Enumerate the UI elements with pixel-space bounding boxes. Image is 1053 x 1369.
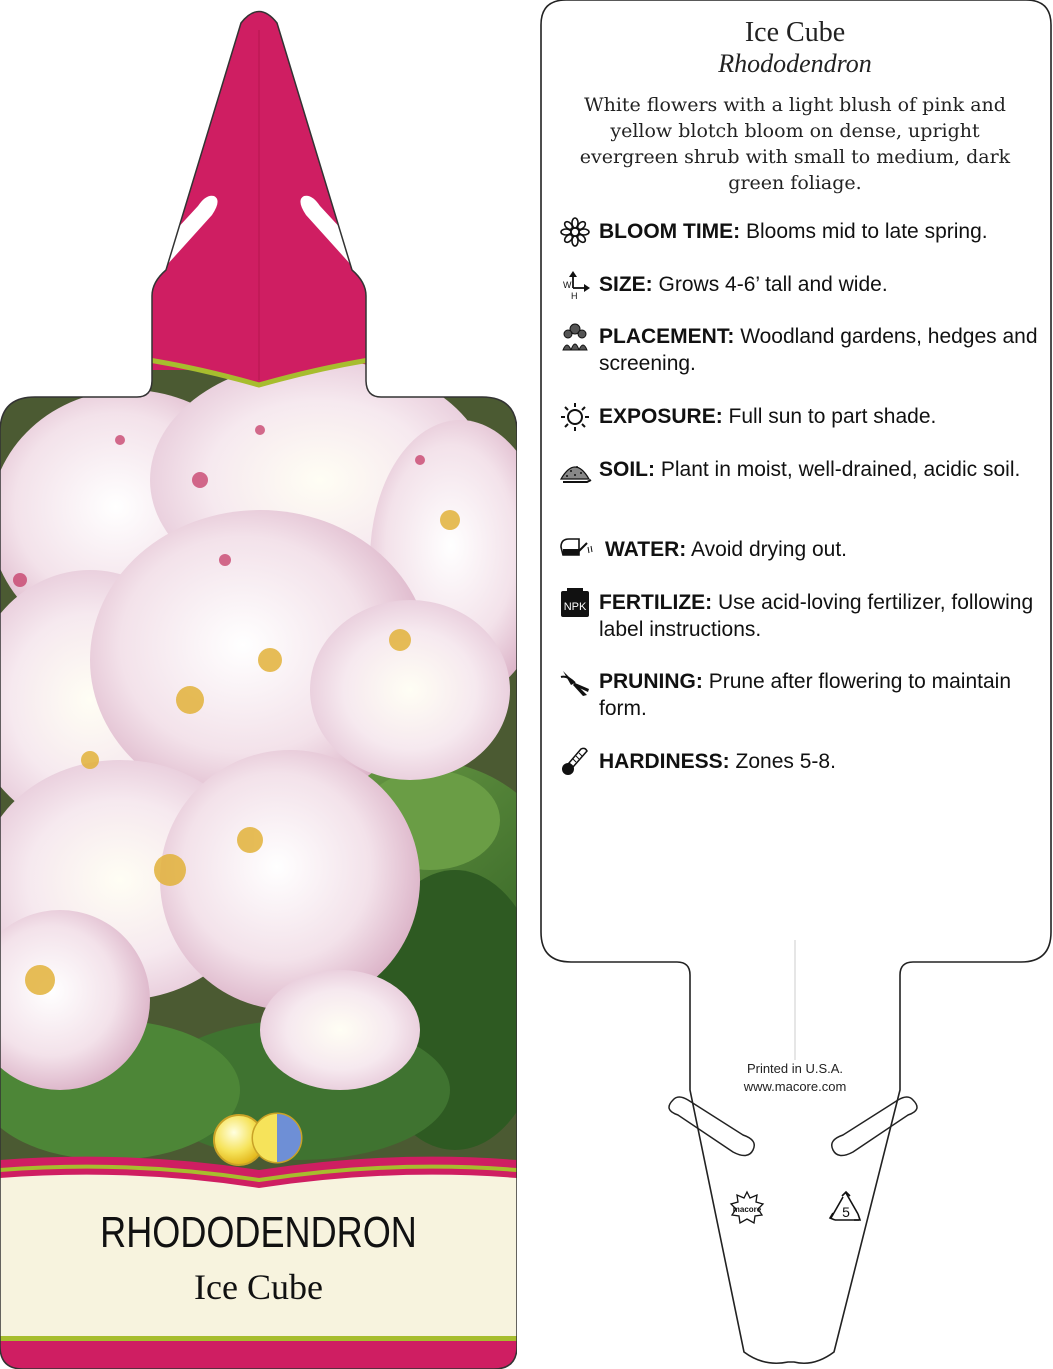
attribute-label: SIZE: <box>599 273 653 296</box>
recycle-icon <box>827 1190 865 1228</box>
macore-logo-icon <box>729 1190 765 1226</box>
attribute-label: PRUNING: <box>599 670 703 693</box>
front-plant-tag <box>0 0 517 1369</box>
attribute-label: FERTILIZE: <box>599 591 713 614</box>
sun-icon <box>557 402 593 432</box>
part-shade-icon <box>253 1114 301 1162</box>
flower-icon <box>557 217 593 247</box>
attribute-value: Full sun to part shade. <box>728 405 937 428</box>
attribute-value: Plant in moist, well-drained, acidic soil. <box>660 458 1021 481</box>
attribute-label: PLACEMENT: <box>599 325 735 348</box>
attribute-value: Blooms mid to late spring. <box>746 220 988 243</box>
attribute-value: Use acid-loving fertilizer, following label instructions. <box>599 591 1034 641</box>
printed-in: Printed in U.S.A. <box>746 1061 844 1076</box>
pruning-shears-icon <box>557 667 593 697</box>
attribute-label: HARDINESS: <box>599 750 730 773</box>
attribute-label: EXPOSURE: <box>599 405 723 428</box>
size-width-letter: W <box>563 280 572 290</box>
attribute-label: WATER: <box>605 538 687 561</box>
recycle-code: 5 <box>842 1204 850 1220</box>
thermometer-icon <box>557 747 593 777</box>
size-arrows-icon <box>557 270 593 300</box>
cultivar-title: Ice Cube <box>194 1267 323 1307</box>
attribute-value: Avoid drying out. <box>690 538 847 561</box>
plant-description: White flowers with a light blush of pink and yellow blotch bloom on dense, upright evergreen shrub with small to medium, dark green foliage. <box>579 94 1011 194</box>
fertilizer-npk-icon <box>557 588 593 618</box>
attribute-value: Prune after flowering to maintain form. <box>599 670 1012 720</box>
macore-logo-text: macore <box>732 1205 762 1214</box>
watering-can-icon <box>557 535 593 565</box>
attribute-value: Zones 5-8. <box>735 750 836 773</box>
latin-name: Rhododendron <box>718 49 872 78</box>
company-url: www.macore.com <box>743 1079 847 1094</box>
attribute-label: SOIL: <box>599 458 655 481</box>
flower-photo <box>0 360 517 1170</box>
attribute-value: Woodland gardens, hedges and screening. <box>599 325 1038 375</box>
attribute-label: BLOOM TIME: <box>599 220 741 243</box>
placement-plants-icon <box>557 322 593 352</box>
soil-pile-icon <box>557 455 593 485</box>
size-height-letter: H <box>571 291 578 300</box>
npk-label: NPK <box>563 601 587 613</box>
plant-name: Ice Cube <box>744 17 846 48</box>
genus-title: RHODODENDRON <box>100 1208 417 1257</box>
attribute-value: Grows 4-6’ tall and wide. <box>658 273 888 296</box>
